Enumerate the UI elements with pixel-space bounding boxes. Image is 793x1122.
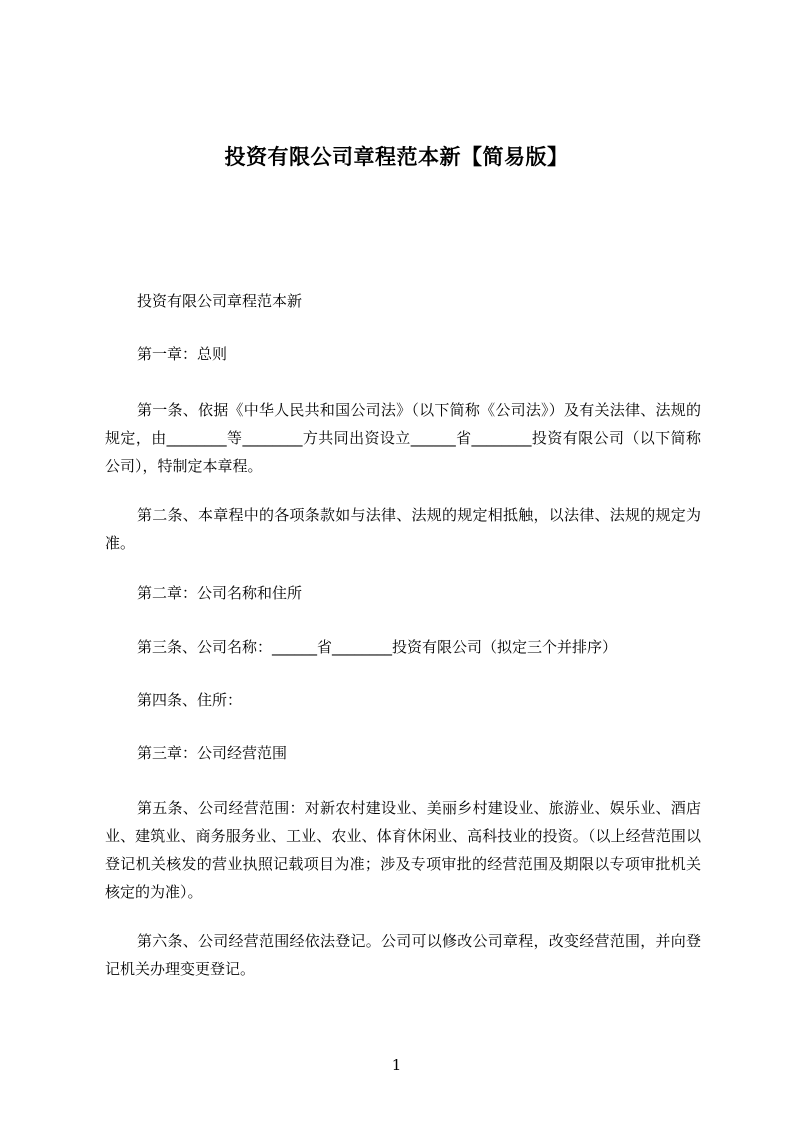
- document-subtitle: 投资有限公司章程范本新: [137, 292, 303, 310]
- document-title: 投资有限公司章程范本新【简易版】: [224, 145, 569, 169]
- chapter-3-heading: 第三章：公司经营范围: [137, 744, 288, 762]
- article-6-paragraph: 第六条、公司经营范围经依法登记。公司可以修改公司章程，改变经营范围，并向登记机关办理变更登记。: [105, 932, 701, 978]
- article-2-paragraph: 第二条、本章程中的各项条款如与法律、法规的规定相抵触，以法律、法规的规定为准。: [105, 506, 701, 552]
- article-5-paragraph: 第五条、公司经营范围：对新农村建设业、美丽乡村建设业、旅游业、娱乐业、酒店业、建筑业、商务服务业、工业、农业、体育休闲业、高科技业的投资。（以上经营范围以登记机关核发的营业执照记载项目为准；涉及专项审批的经营范围及期限以专项审批机关核定的为准）。: [105, 799, 701, 901]
- article-4-line: 第四条、住所：: [137, 691, 243, 709]
- article-1-paragraph: 第一条、依据《中华人民共和国公司法》（以下简称《公司法》）及有关法律、法规的规定，由________等________方共同出资设立______省________投资有限公司（以下简称公司），特制定本章程。: [105, 401, 701, 475]
- chapter-2-heading: 第二章：公司名称和住所: [137, 584, 303, 602]
- article-3-line: 第三条、公司名称：______省________投资有限公司（拟定三个并排序）: [137, 638, 618, 656]
- page-number: 1: [391, 1056, 402, 1074]
- chapter-1-heading: 第一章：总则: [137, 345, 228, 363]
